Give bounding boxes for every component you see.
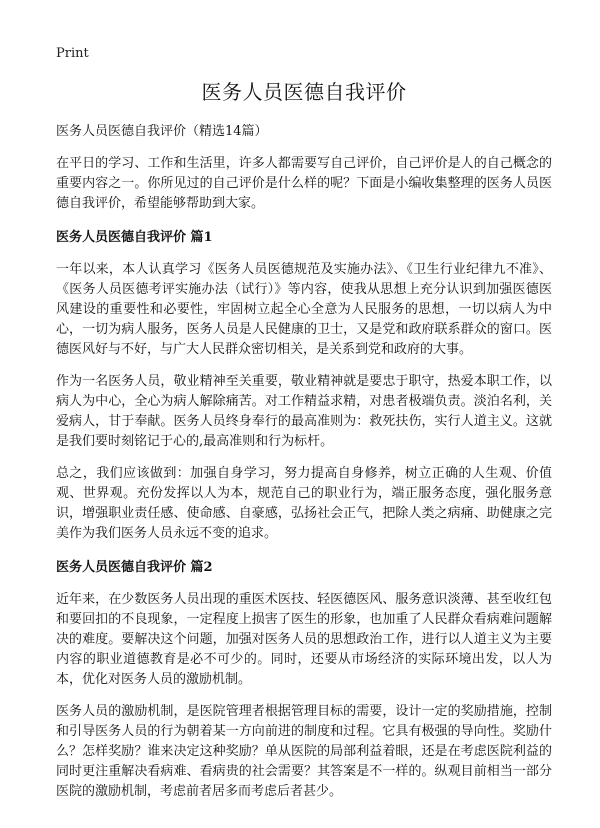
section-1-paragraph: 一年以来，本人认真学习《医务人员医德规范及实施办法》、《卫生行业纪律九不准》、《医务人员医德考评实施办法（试行）》等内容，使我从思想上充分认识到加强医德医风建设的重要性和必要性，牢固树立起全心全意为人民服务的思想，一切以病人为中心，一切为病人服务，医务人员是人民健康的卫士，又是党和政府联系群众的窗口。医德医风好与不好，与广大人民群众密切相关，是关系到党和政府的大事。	[56, 262, 552, 357]
print-link[interactable]: Print	[56, 46, 89, 61]
document-subtitle: 医务人员医德自我评价（精选14篇）	[56, 124, 268, 139]
intro-paragraph: 在平日的学习、工作和生活里，许多人都需要写自己评价，自己评价是人的自己概念的重要内容之一。你所见过的自己评价是什么样的呢？下面是小编收集整理的医务人员医德自我评价，希望能够帮助到大家。	[56, 156, 552, 211]
section-1-paragraph: 作为一名医务人员，敬业精神至关重要，敬业精神就是要忠于职守，热爱本职工作，以病人为中心，全心为病人解除痛苦。对工作精益求精，对患者极端负责。淡泊名利，关爱病人，甘于奉献。医务人员终身奉行的最高准则为：救死扶伤，实行人道主义。这就是我们要时刻铭记于心的,最高准则和行为标杆。	[56, 374, 552, 449]
section-1-paragraph: 总之，我们应该做到：加强自身学习，努力提高自身修养，树立正确的人生观、价值观、世界观。充份发挥以人为本，规范自己的职业行为，端正服务态度，强化服务意识，增强职业责任感、使命感、自豪感，弘扬社会正气，把除人类之病痛、助健康之完美作为我们医务人员永远不变的追求。	[56, 466, 552, 541]
section-2-paragraph: 近年来，在少数医务人员出现的重医术医技、轻医德医风、服务意识淡薄、甚至收红包和要回扣的不良现象，一定程度上损害了医生的形象，也加重了人民群众看病难问题解决的难度。要解决这个问题，加强对医务人员的思想政治工作，进行以人道主义为主要内容的职业道德教育是必不可少的。同时，还要从市场经济的实际环境出发，以人为本，优化对医务人员的激励机制。	[56, 592, 552, 687]
section-heading-2: 医务人员医德自我评价 篇2	[56, 560, 213, 575]
page-title: 医务人员医德自我评价	[201, 80, 407, 104]
section-heading-1: 医务人员医德自我评价 篇1	[56, 230, 213, 245]
section-2-paragraph: 医务人员的激励机制，是医院管理者根据管理目标的需要，设计一定的奖励措施，控制和引导医务人员的行为朝着某一方向前进的制度和过程。它具有极强的导向性。奖励什么？怎样奖励？谁来决定这种奖励？单从医院的局部利益着眼，还是在考虑医院利益的同时更注重解决看病难、看病贵的社会需要？其答案是不一样的。纵观目前相当一部分医院的激励机制，考虑前者居多而考虑后者甚少。	[56, 704, 552, 799]
